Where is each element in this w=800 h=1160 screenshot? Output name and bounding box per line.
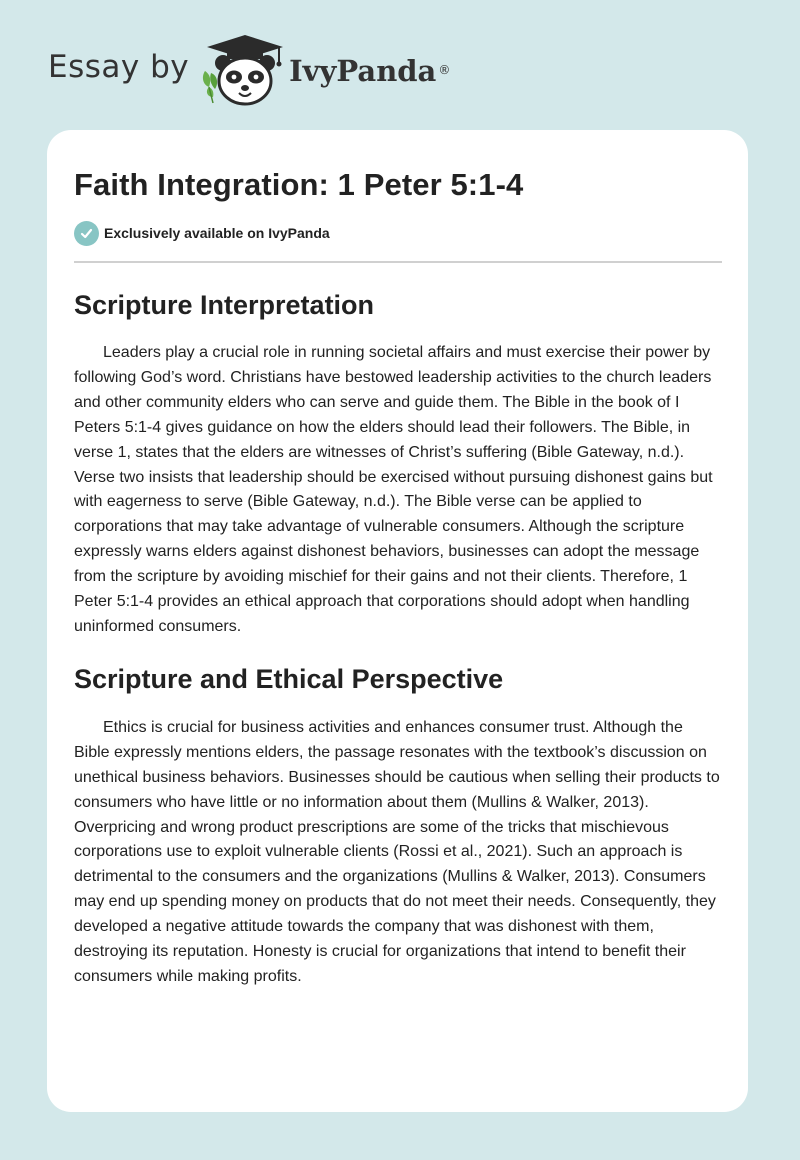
- section-heading: Scripture and Ethical Perspective: [74, 663, 504, 694]
- brand-name: IvyPanda: [289, 54, 437, 88]
- badge-label: Exclusively available on IvyPanda: [104, 225, 330, 241]
- ivy-leaf-icon: [203, 71, 217, 103]
- section-paragraph: Leaders play a crucial role in running societal affairs and must exercise their power by following God’s word. Christians have bestowed leadership activities to the church leaders and other community elders who can serve and guide them. The Bible in the book of I Peters 5:1-4 gives guidance on how the elders should lead their followers. The Bible, in verse 1, states that the elders are witnesses of Christ’s suffering (Bible Gateway, n.d.). Verse two insists that leadership should be exercised without pursuing dishonest gains but with eagerness to serve (Bible Gateway, n.d.). The Bible verse can be applied to corporations that may take advantage of vulnerable consumers. Although the scripture expressly warns elders against dishonest behaviors, businesses can adopt the message from the scripture by avoiding mischief for their gains and not their clients. Therefore, 1 Peter 5:1-4 provides an ethical approach that corporations should adopt when handling uninformed consumers.: [74, 344, 713, 635]
- title-divider: [74, 261, 722, 263]
- section-heading: Scripture Interpretation: [74, 290, 375, 320]
- page-title: Faith Integration: 1 Peter 5:1-4: [74, 167, 524, 202]
- essay-card: [47, 130, 748, 1112]
- brand-prefix: Essay by: [48, 49, 190, 85]
- section-paragraph: Ethics is crucial for business activities and enhances consumer trust. Although the Bible expressly mentions elders, the passage resonates with the textbook’s discussion on unethical business behaviors. Businesses should be cautious when selling their products to consumers who have little or no information about them (Mullins & Walker, 2013). Overpricing and wrong product prescriptions are some of the tricks that mischievous corporations use to exploit vulnerable clients (Rossi et al., 2021). Such an approach is detrimental to the consumers and the organizations (Mullins & Walker, 2013). Consumers may end up spending money on products that do not meet their needs. Consequently, they developed a negative attitude towards the company that was dishonest with them, destroying its reputation. Honesty is crucial for organizations that intend to benefit their consumers while making profits.: [74, 718, 720, 985]
- exclusive-badge: [74, 220, 722, 246]
- panda-graduation-cap-icon: [199, 33, 285, 107]
- site-header-logo[interactable]: [48, 34, 450, 106]
- check-circle-icon: [74, 221, 99, 246]
- registered-mark: ®: [438, 63, 451, 77]
